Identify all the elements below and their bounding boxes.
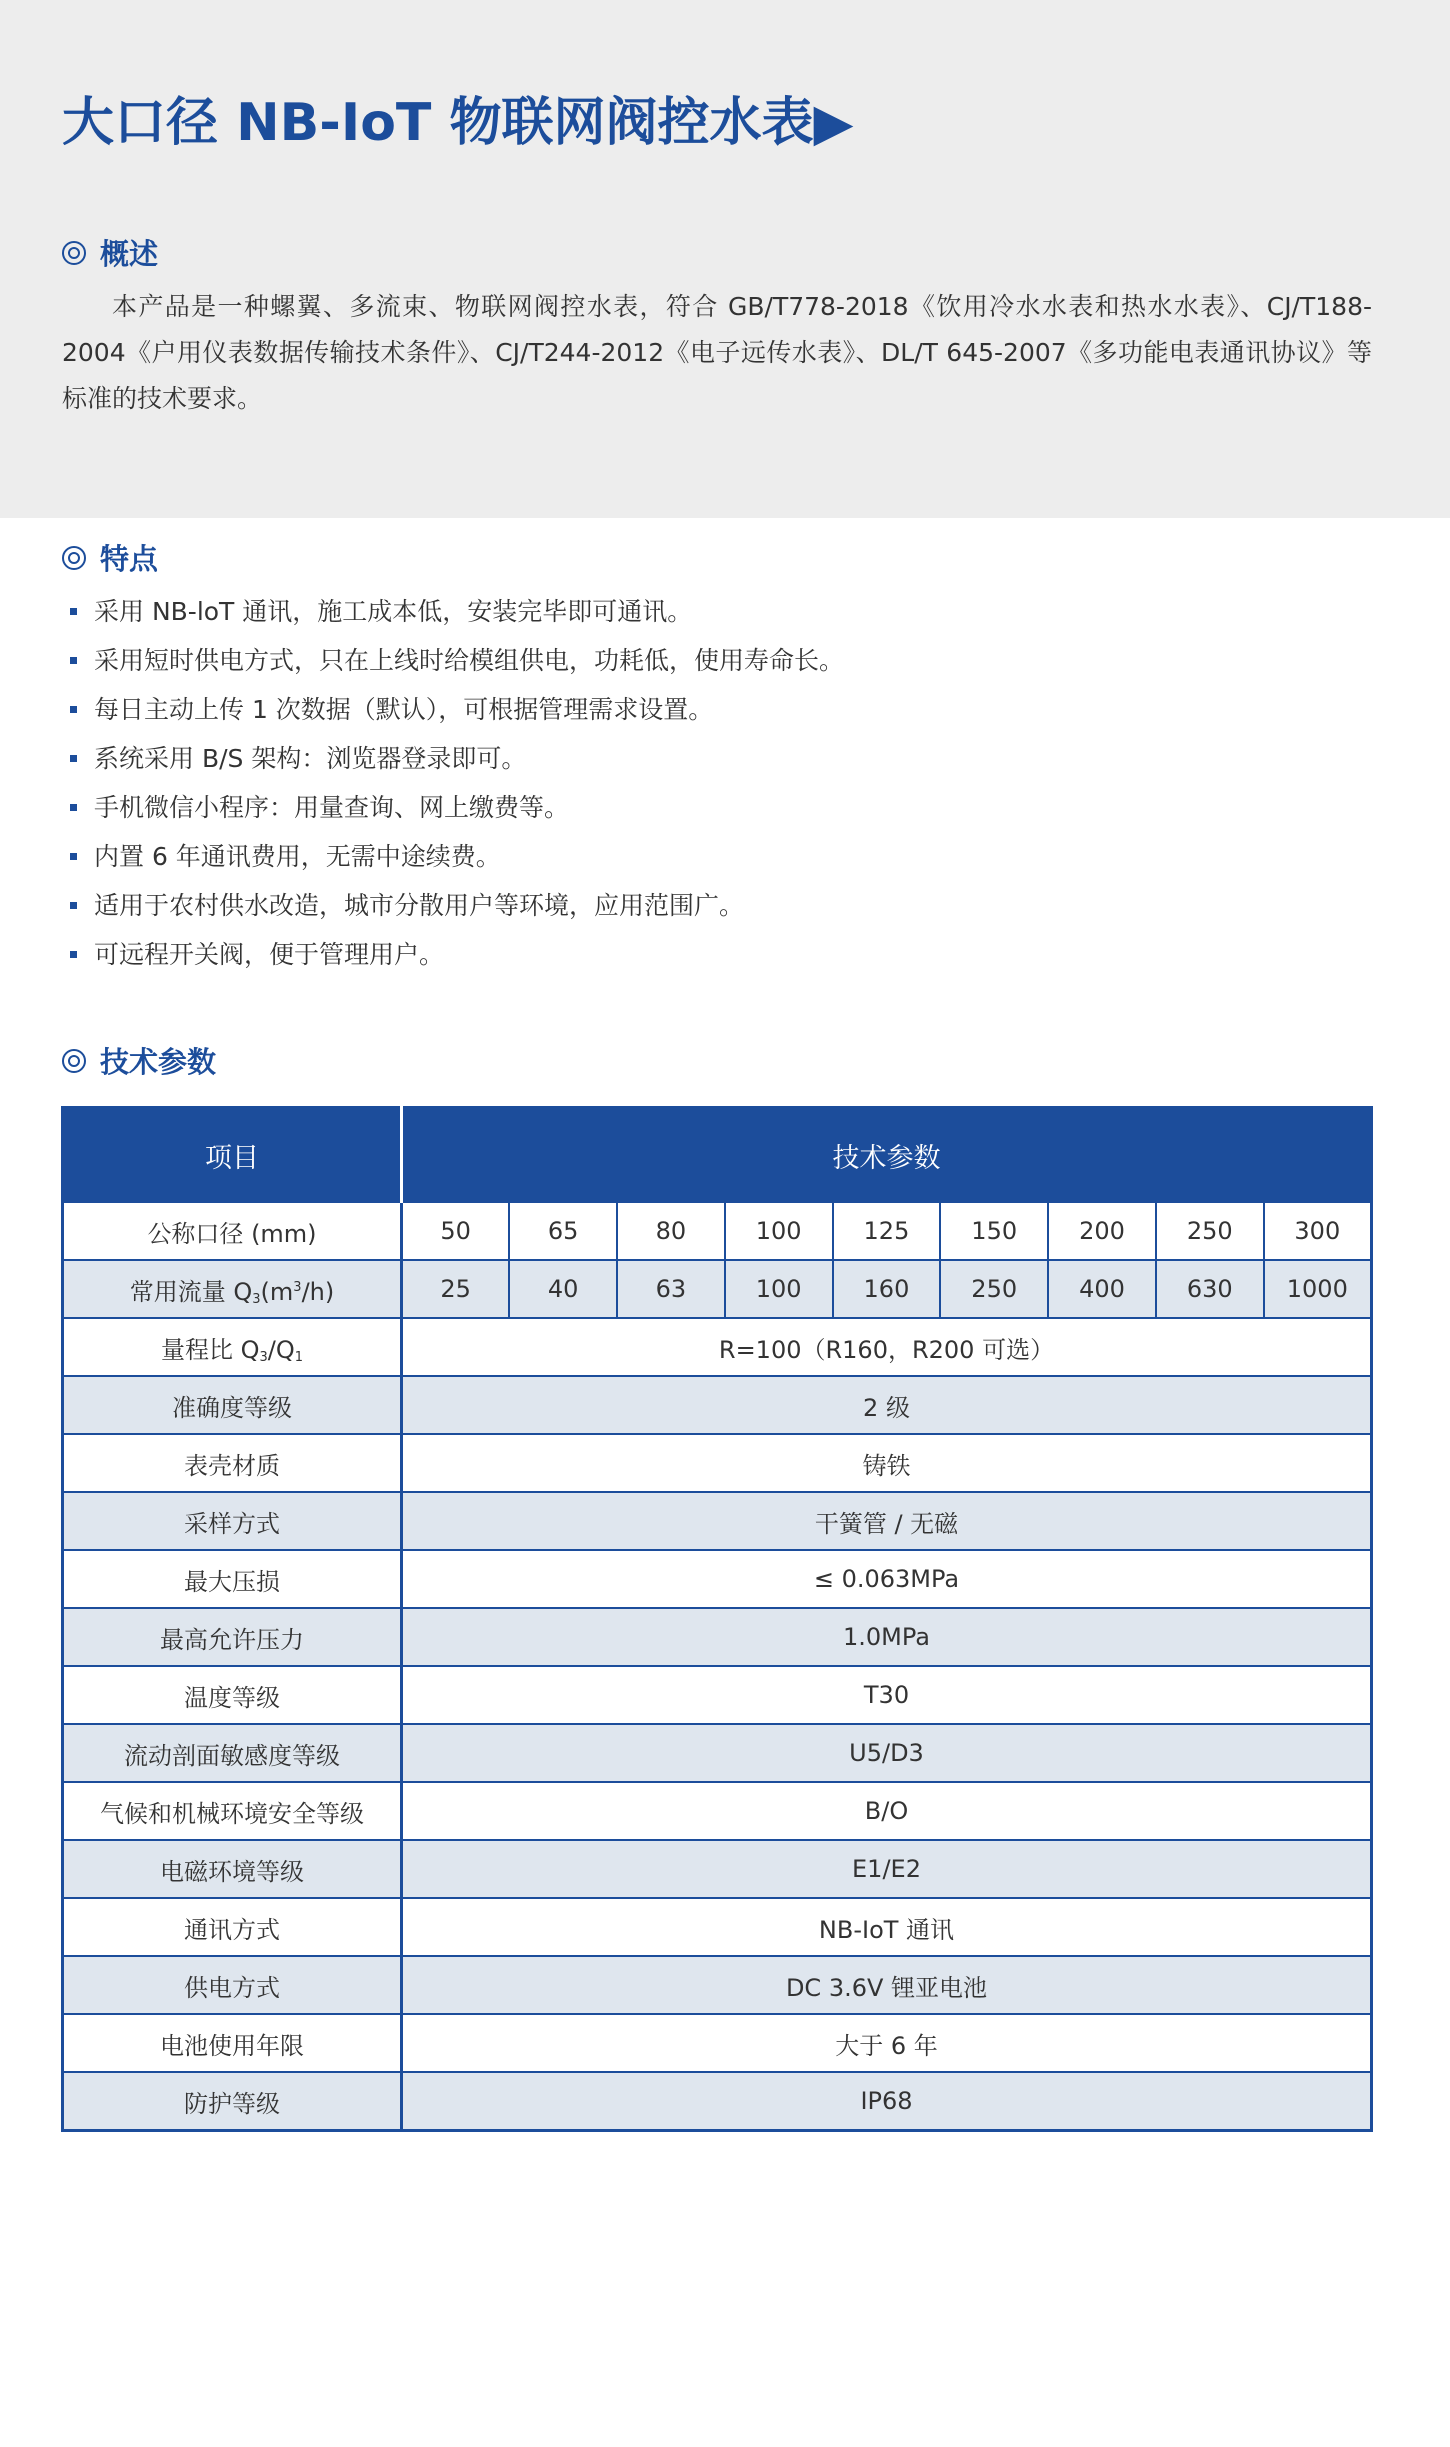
table-row [63, 1956, 1372, 2014]
row-value: 2 级 [402, 1376, 1372, 1434]
specs-heading [62, 1040, 216, 1081]
row-label: 流动剖面敏感度等级 [63, 1724, 402, 1782]
row-label: 气候和机械环境安全等级 [63, 1782, 402, 1840]
row-value: 1.0MPa [402, 1608, 1372, 1666]
square-bullet-icon [70, 608, 77, 615]
table-row [63, 1550, 1372, 1608]
overview-heading-label: 概述 [100, 237, 159, 271]
col-header-item: 项目 [63, 1108, 402, 1203]
row-value: 铸铁 [402, 1434, 1372, 1492]
square-bullet-icon [70, 706, 77, 713]
row-value: B/O [402, 1782, 1372, 1840]
diameter-cell: 300 [1264, 1202, 1372, 1260]
row-label: 准确度等级 [63, 1376, 402, 1434]
square-bullet-icon [70, 804, 77, 811]
feature-item: 手机微信小程序：用量查询、网上缴费等。 [62, 783, 1382, 832]
flow-cell: 63 [617, 1260, 725, 1318]
flow-cell: 40 [509, 1260, 617, 1318]
feature-item: 适用于农村供水改造，城市分散用户等环境，应用范围广。 [62, 881, 1382, 930]
table-row [63, 2072, 1372, 2131]
diameter-cell: 150 [940, 1202, 1048, 1260]
features-heading [62, 537, 158, 578]
row-label: 常用流量 $Q_3(m^3/h)$ [63, 1260, 402, 1318]
feature-item: 系统采用 B/S 架构：浏览器登录即可。 [62, 734, 1382, 783]
row-label: 采样方式 [63, 1492, 402, 1550]
table-row [63, 1608, 1372, 1666]
row-label: 表壳材质 [63, 1434, 402, 1492]
table-row [63, 1724, 1372, 1782]
row-value: DC 3.6V 锂亚电池 [402, 1956, 1372, 2014]
double-circle-icon [62, 546, 86, 570]
row-label: 通讯方式 [63, 1898, 402, 1956]
flow-cell: 25 [402, 1260, 510, 1318]
feature-item: 采用 NB-loT 通讯，施工成本低，安装完毕即可通讯。 [62, 587, 1382, 636]
double-circle-icon [62, 1049, 86, 1073]
specs-heading-label: 技术参数 [100, 1045, 217, 1079]
overview-panel [0, 0, 1450, 518]
diameter-cell: 250 [1156, 1202, 1264, 1260]
table-header-row [63, 1108, 1372, 1203]
flow-cell: 160 [833, 1260, 941, 1318]
flow-cell: 250 [940, 1260, 1048, 1318]
row-value: U5/D3 [402, 1724, 1372, 1782]
table-row [63, 1492, 1372, 1550]
square-bullet-icon [70, 951, 77, 958]
flow-cell: 400 [1048, 1260, 1156, 1318]
table-row [63, 1782, 1372, 1840]
row-value: T30 [402, 1666, 1372, 1724]
row-value: R=100（R160，R200 可选） [402, 1318, 1372, 1376]
square-bullet-icon [70, 853, 77, 860]
diameter-cell: 50 [402, 1202, 510, 1260]
square-bullet-icon [70, 902, 77, 909]
flow-cell: 100 [725, 1260, 833, 1318]
row-label: 公称口径 (mm) [63, 1202, 402, 1260]
row-value: 大于 6 年 [402, 2014, 1372, 2072]
row-label: 温度等级 [63, 1666, 402, 1724]
table-row-flow [63, 1260, 1372, 1318]
overview-heading [62, 232, 158, 273]
row-label: 电池使用年限 [63, 2014, 402, 2072]
row-label: 最高允许压力 [63, 1608, 402, 1666]
row-label: 最大压损 [63, 1550, 402, 1608]
table-row-diameter [63, 1202, 1372, 1260]
row-value: 干簧管 / 无磁 [402, 1492, 1372, 1550]
overview-text: 本产品是一种螺翼、多流束、物联网阀控水表，符合 GB/T778-2018《饮用冷水水表和热水水表》、CJ/T188-2004《户用仪表数据传输技术条件》、CJ/T244-2012《电子远传水表》、DL/T 645-2007《多功能电表通讯协议》等标准的技术要求。 [62, 292, 1372, 413]
table-row [63, 1840, 1372, 1898]
row-value: IP68 [402, 2072, 1372, 2131]
row-value: ≤ 0.063MPa [402, 1550, 1372, 1608]
feature-item: 采用短时供电方式，只在上线时给模组供电，功耗低，使用寿命长。 [62, 636, 1382, 685]
table-row [63, 1434, 1372, 1492]
flow-cell: 1000 [1264, 1260, 1372, 1318]
feature-item: 可远程开关阀，便于管理用户。 [62, 930, 1382, 979]
diameter-cell: 200 [1048, 1202, 1156, 1260]
diameter-cell: 80 [617, 1202, 725, 1260]
table-row-ratio [63, 1318, 1372, 1376]
feature-item: 每日主动上传 1 次数据（默认），可根据管理需求设置。 [62, 685, 1382, 734]
row-label: 电磁环境等级 [63, 1840, 402, 1898]
square-bullet-icon [70, 657, 77, 664]
row-label: 量程比 $Q_3/Q_1$ [63, 1318, 402, 1376]
table-row [63, 1666, 1372, 1724]
row-label: 供电方式 [63, 1956, 402, 2014]
page-title: 大口径 NB-IoT 物联网阀控水表▶ [62, 93, 854, 153]
feature-item: 内置 6 年通讯费用，无需中途续费。 [62, 832, 1382, 881]
features-heading-label: 特点 [100, 542, 159, 576]
diameter-cell: 100 [725, 1202, 833, 1260]
table-row [63, 2014, 1372, 2072]
square-bullet-icon [70, 755, 77, 762]
row-label: 防护等级 [63, 2072, 402, 2131]
table-row [63, 1898, 1372, 1956]
row-value: E1/E2 [402, 1840, 1372, 1898]
features-list [62, 587, 1382, 979]
table-row [63, 1376, 1372, 1434]
col-header-params: 技术参数 [402, 1108, 1372, 1203]
diameter-cell: 65 [509, 1202, 617, 1260]
row-value: NB-IoT 通讯 [402, 1898, 1372, 1956]
diameter-cell: 125 [833, 1202, 941, 1260]
double-circle-icon [62, 241, 86, 265]
spec-table [61, 1106, 1373, 2132]
flow-cell: 630 [1156, 1260, 1264, 1318]
